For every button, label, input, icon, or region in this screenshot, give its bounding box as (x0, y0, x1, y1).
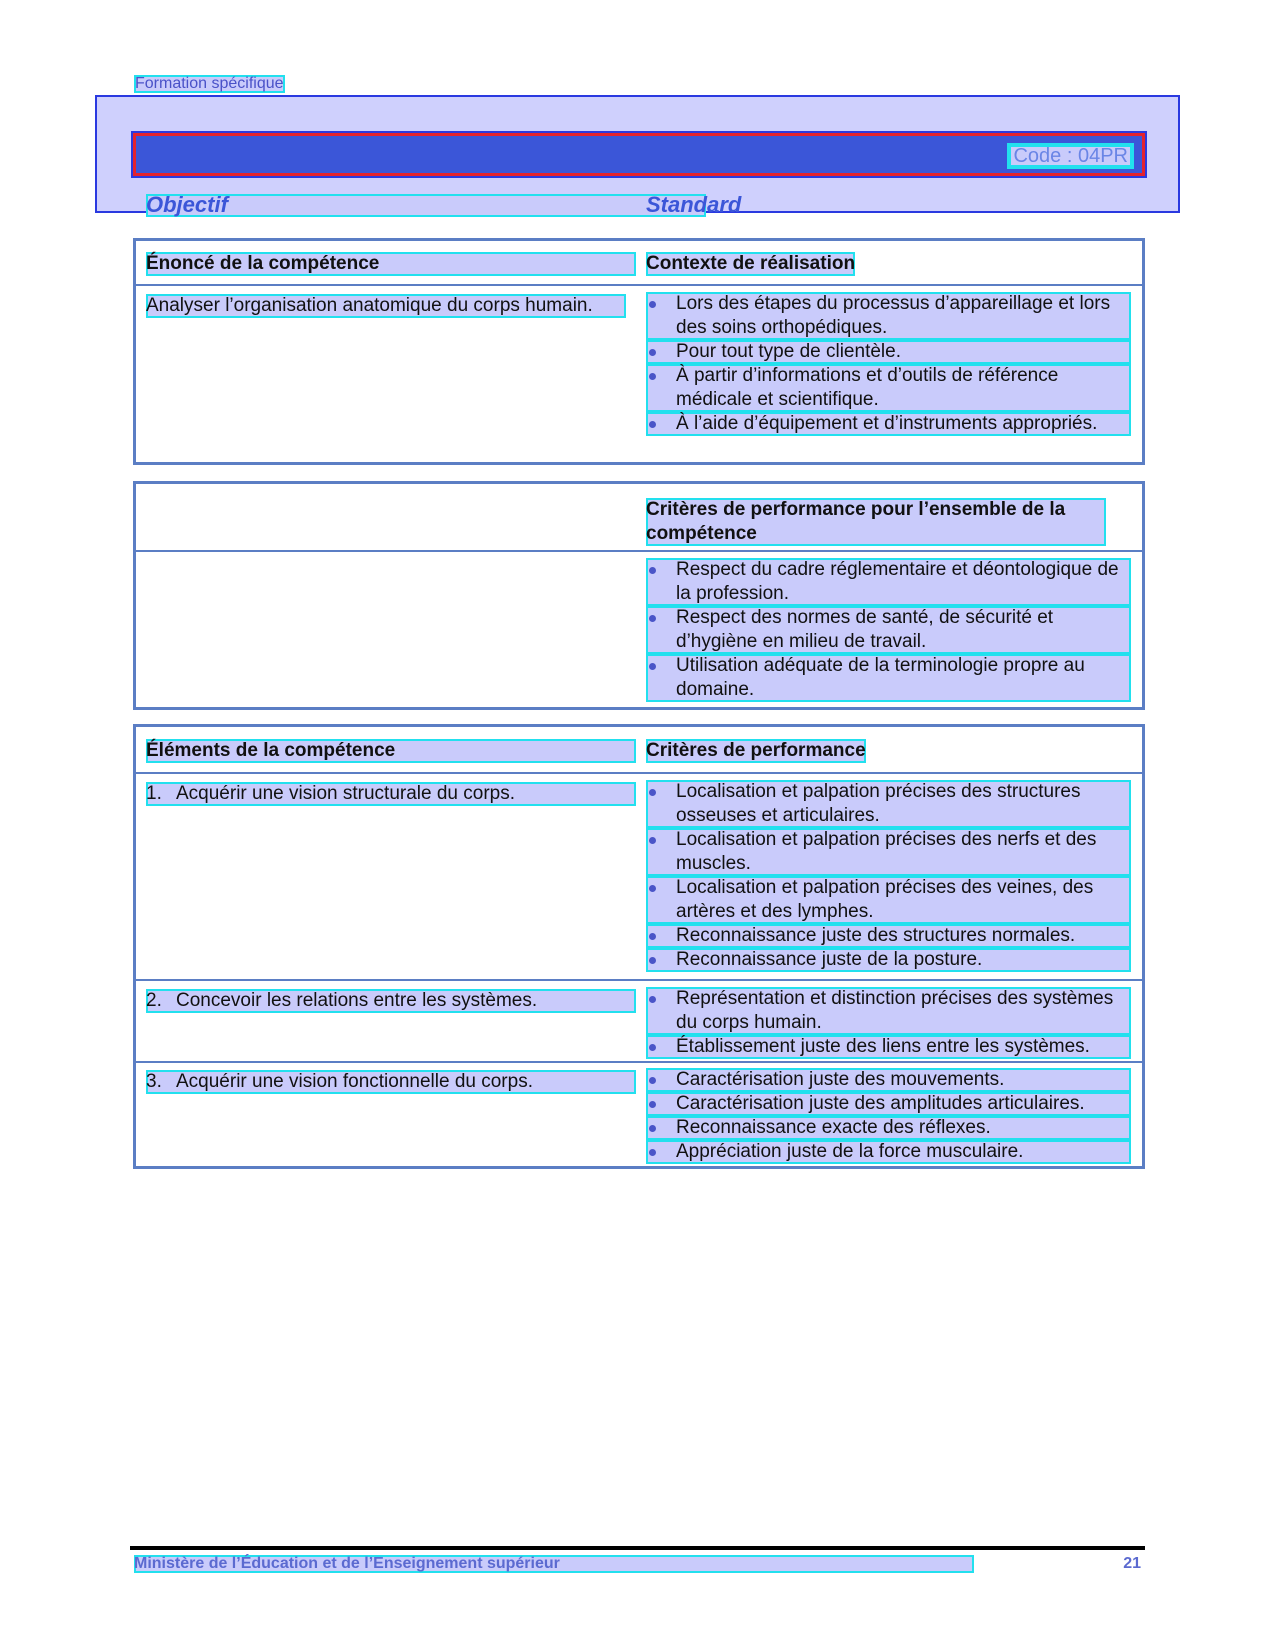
context-item: Pour tout type de clientèle. (646, 340, 1131, 364)
statement-header: Énoncé de la compétence (146, 252, 636, 276)
overall-criteria-table (133, 481, 1145, 710)
overall-criteria-item: Utilisation adéquate de la terminologie propre au domaine. (646, 654, 1131, 702)
element-criteria-list (646, 987, 1131, 1059)
element-row (136, 1061, 1142, 1166)
element-number: 3. (146, 1071, 162, 1092)
competency-statement: Analyser l’organisation anatomique du corps humain. (146, 294, 626, 318)
element-number: 1. (146, 783, 162, 804)
objective-heading: Objectif (146, 194, 706, 217)
criteria-item: Localisation et palpation précises des nerfs et des muscles. (646, 828, 1131, 876)
criteria-item: Établissement juste des liens entre les systèmes. (646, 1035, 1131, 1059)
element-text (146, 782, 636, 806)
standard-heading: Standard (646, 192, 742, 217)
context-item: Lors des étapes du processus d’appareillage et lors des soins orthopédiques. (646, 292, 1131, 340)
criteria-item: Reconnaissance exacte des réflexes. (646, 1116, 1131, 1140)
performance-criteria-header: Critères de performance (646, 740, 866, 761)
competency-code: Code : 04PR (1007, 143, 1134, 169)
criteria-item: Reconnaissance juste de la posture. (646, 948, 1131, 972)
context-item: À partir d’informations et d’outils de référence médicale et scientifique. (646, 364, 1131, 412)
element-number: 2. (146, 990, 162, 1011)
context-header: Contexte de réalisation (646, 253, 856, 274)
overall-criteria-list (646, 558, 1131, 702)
context-item: À l’aide d’équipement et d’instruments appropriés. (646, 412, 1131, 436)
element-text (146, 1070, 636, 1094)
elements-table (133, 724, 1145, 1169)
context-list (646, 292, 1131, 436)
criteria-item: Caractérisation juste des mouvements. (646, 1068, 1131, 1092)
running-header: Formation spécifique (135, 75, 284, 92)
element-row (136, 772, 1142, 979)
footer-rule (130, 1546, 1145, 1550)
element-label: Acquérir une vision fonctionnelle du corps. (176, 1071, 533, 1092)
element-label: Acquérir une vision structurale du corps. (176, 783, 515, 804)
page-number: 21 (1123, 1555, 1141, 1572)
statement-table (133, 238, 1145, 465)
footer-ministry: Ministère de l’Éducation et de l’Enseignement supérieur (134, 1555, 974, 1573)
criteria-item: Représentation et distinction précises des systèmes du corps humain. (646, 987, 1131, 1035)
overall-criteria-header: Critères de performance pour l’ensemble de la compétence (646, 498, 1106, 546)
criteria-item: Localisation et palpation précises des veines, des artères et des lymphes. (646, 876, 1131, 924)
criteria-item: Reconnaissance juste des structures normales. (646, 924, 1131, 948)
element-criteria-list (646, 1068, 1131, 1164)
elements-header: Éléments de la compétence (146, 739, 636, 763)
overall-criteria-item: Respect du cadre réglementaire et déontologique de la profession. (646, 558, 1131, 606)
criteria-item: Caractérisation juste des amplitudes articulaires. (646, 1092, 1131, 1116)
overall-criteria-item: Respect des normes de santé, de sécurité et d’hygiène en milieu de travail. (646, 606, 1131, 654)
competency-title-bar (133, 133, 1145, 176)
element-criteria-list (646, 780, 1131, 972)
element-text (146, 989, 636, 1013)
element-label: Concevoir les relations entre les systèmes. (176, 990, 538, 1011)
criteria-item: Localisation et palpation précises des structures osseuses et articulaires. (646, 780, 1131, 828)
criteria-item: Appréciation juste de la force musculaire. (646, 1140, 1131, 1164)
element-row (136, 979, 1142, 1061)
